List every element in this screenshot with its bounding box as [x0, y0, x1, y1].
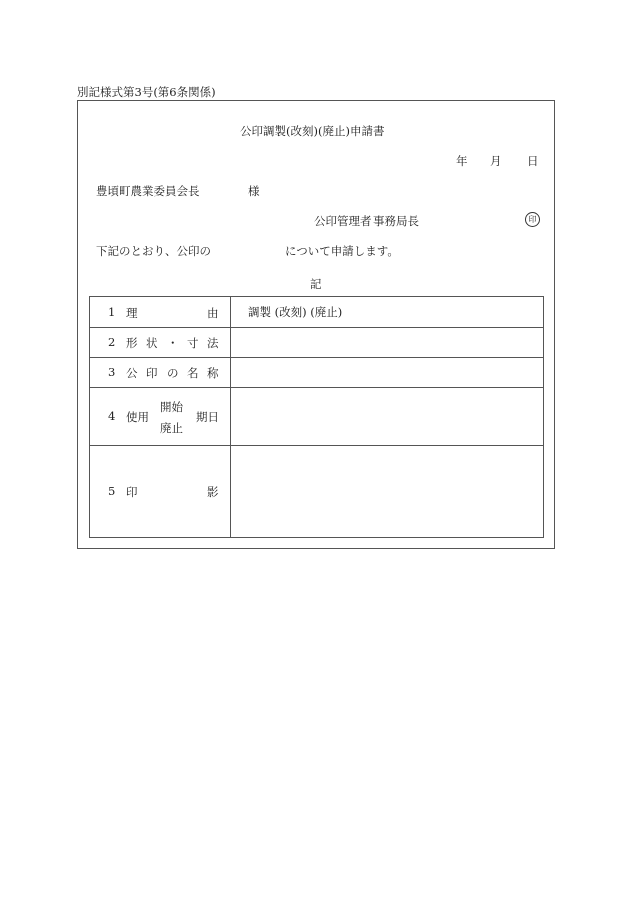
date-year: 年	[456, 154, 468, 168]
label-char: 法	[207, 336, 219, 350]
label-char: 称	[207, 366, 219, 380]
end-label: 廃止	[160, 421, 183, 435]
table-row	[90, 328, 544, 358]
row-value	[231, 446, 544, 538]
row-value	[231, 297, 544, 328]
table-row	[90, 388, 544, 446]
row-number: 3	[108, 365, 116, 379]
application-table	[89, 296, 544, 538]
row-number: 2	[108, 335, 116, 349]
row-label	[90, 358, 231, 388]
seal-name-value	[231, 366, 248, 380]
row-number: 4	[108, 409, 116, 423]
label-char: 名	[187, 366, 199, 380]
table-row	[90, 358, 544, 388]
use-label: 使用	[126, 410, 149, 424]
label-char: 状	[146, 336, 158, 350]
label-char: 印	[146, 366, 158, 380]
intro-text-before: 下記のとおり、公印の	[96, 244, 211, 258]
label-char: 理	[126, 306, 138, 320]
date-label: 期日	[196, 410, 219, 424]
row-value	[231, 358, 544, 388]
label-char: 公	[126, 366, 138, 380]
date-day: 日	[527, 154, 539, 168]
applicant-title: 事務局長	[373, 214, 419, 228]
row-value	[231, 388, 544, 446]
row-value	[231, 328, 544, 358]
period-value	[231, 410, 248, 424]
impression-value	[231, 485, 248, 499]
row-label	[90, 328, 231, 358]
reason-value: 調製 (改刻) (廃止)	[248, 305, 343, 319]
date-month: 月	[490, 154, 502, 168]
seal-mark: 印	[525, 212, 540, 227]
label-char: の	[167, 366, 179, 380]
row-label	[90, 388, 231, 446]
label-char: 由	[207, 306, 219, 320]
label-char: 影	[207, 485, 219, 499]
table-row	[90, 297, 544, 328]
addressee-name: 豊頃町農業委員会長	[96, 184, 200, 198]
start-label: 開始	[160, 400, 183, 414]
form-reference: 別記様式第3号(第6条関係)	[77, 85, 216, 99]
label-char: 形	[126, 336, 138, 350]
label-char: 寸	[187, 336, 199, 350]
label-char: ・	[167, 336, 179, 350]
applicant-role: 公印管理者	[314, 214, 372, 228]
intro-text-after: について申請します。	[285, 244, 399, 258]
table-row	[90, 446, 544, 538]
row-number: 1	[108, 305, 116, 319]
addressee-honorific: 様	[248, 184, 260, 198]
row-label	[90, 297, 231, 328]
ki-heading: 記	[310, 277, 322, 291]
label-char: 印	[126, 485, 138, 499]
document-title: 公印調製(改刻)(廃止)申請書	[240, 124, 385, 138]
row-number: 5	[108, 484, 116, 498]
row-label	[90, 446, 231, 538]
shape-size-value	[231, 336, 248, 350]
